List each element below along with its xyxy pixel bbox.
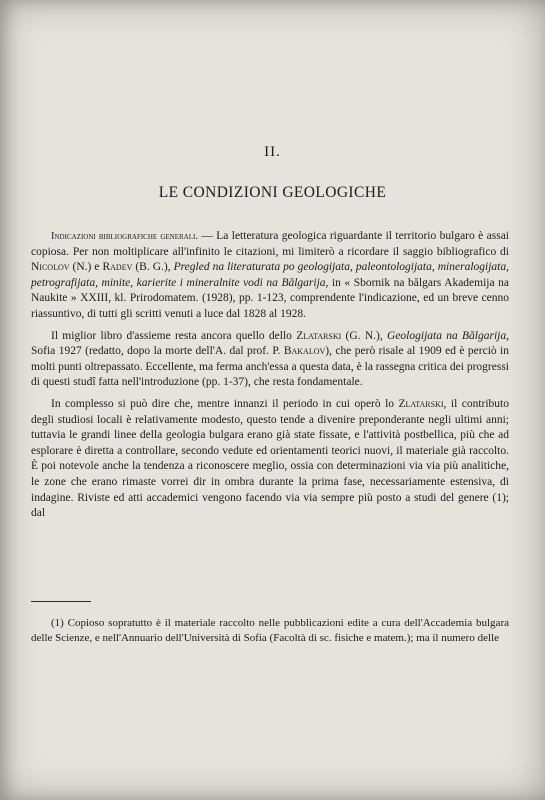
book-title: Pregled na literaturata po geologijata, paleontologijata, mineralogijata, petrografijata, minite, karierite i mineralnite vodi na Bălgarija: [31, 261, 509, 289]
text-run: , il contributo degli studiosi locali è relativamente modesto, questo tende a divenire preponderante negli ultimi anni; tuttavia le grandi linee della geologia bulgara erano già state fissate, e l'attività postbellica, più che ad esplorare è diretta a controllare, secondo vedute ed orientamenti teorici nuovi, il materiale già raccolto. È poi notevole anche la tendenza a riconoscere meglio, ossia con determinazioni via via più analitiche, le zone che erano rimaste vorrei dir in ombra durante la prima fase, necessariamente estensiva, di indagine. Riviste ed atti accademici vengono facendo via via sempre più posto a studi del genere (1); dal: [31, 397, 509, 520]
paragraph-best-book: [31, 329, 509, 391]
paragraph-overview: [31, 397, 509, 522]
text-run: ), che però risale al 1909 ed è perciò in molti punti oltrepassato. Eccellente, ma ferma anch'essa a questa data, è la rassegna critica dei progressi di questi studî fatta nell'introduzione (pp. 1-37), che resta fondamentale.: [31, 345, 510, 389]
author-name: Nicolov: [31, 261, 70, 274]
paragraph-bibliography: [31, 229, 509, 323]
body-text: [31, 229, 509, 522]
text-run: — La letteratura geologica riguardante il territorio bulgaro è assai copiosa. Per non moltiplicare all'infinito le citazioni, mi limiterò a ricordare il saggio bibliografico di: [31, 230, 509, 258]
author-name: Zlatarski: [398, 397, 444, 410]
text-run: , in « Sbornik na bălgars Akademija na Naukite » XXIII, kl. Prirodomatem. (1928), pp. 1-123, comprendente l'indicazione, ed un breve cenno riassuntivo, di tutti gli scritti venuti a luce dal 1828 al 1928.: [31, 276, 509, 320]
chapter-number: II.: [264, 144, 281, 160]
text-run: (N.) e: [69, 261, 103, 274]
footnote-divider: [31, 601, 91, 602]
text-run: (G. N.),: [341, 329, 388, 342]
text-run: , Sofia 1927 (redatto, dopo la morte dell'A. dal prof. P.: [31, 329, 509, 358]
section-heading-inline: Indicazioni bibliografiche generali.: [51, 231, 198, 242]
chapter-title: LE CONDIZIONI GEOLOGICHE: [158, 184, 387, 201]
author-name: Bakalov: [283, 345, 326, 358]
text-run: In complesso si può dire che, mentre innanzi il periodo in cui operò lo: [51, 397, 399, 410]
author-name: Radev: [102, 261, 133, 274]
footnote: (1) Copioso sopratutto è il materiale raccolto nelle pubblicazioni edite a cura dell'Accademia bulgara delle Scienze, e nell'Annuario dell'Università di Sofia (Facoltà di sc. fisiche e matem.); ma il numero delle: [31, 617, 509, 645]
book-title: Geologijata na Bălgarija: [387, 329, 507, 342]
text-run: (B. G.),: [132, 261, 174, 274]
author-name: Zlatarski: [296, 329, 342, 342]
text-run: Il miglior libro d'assieme resta ancora quello dello: [51, 329, 297, 342]
